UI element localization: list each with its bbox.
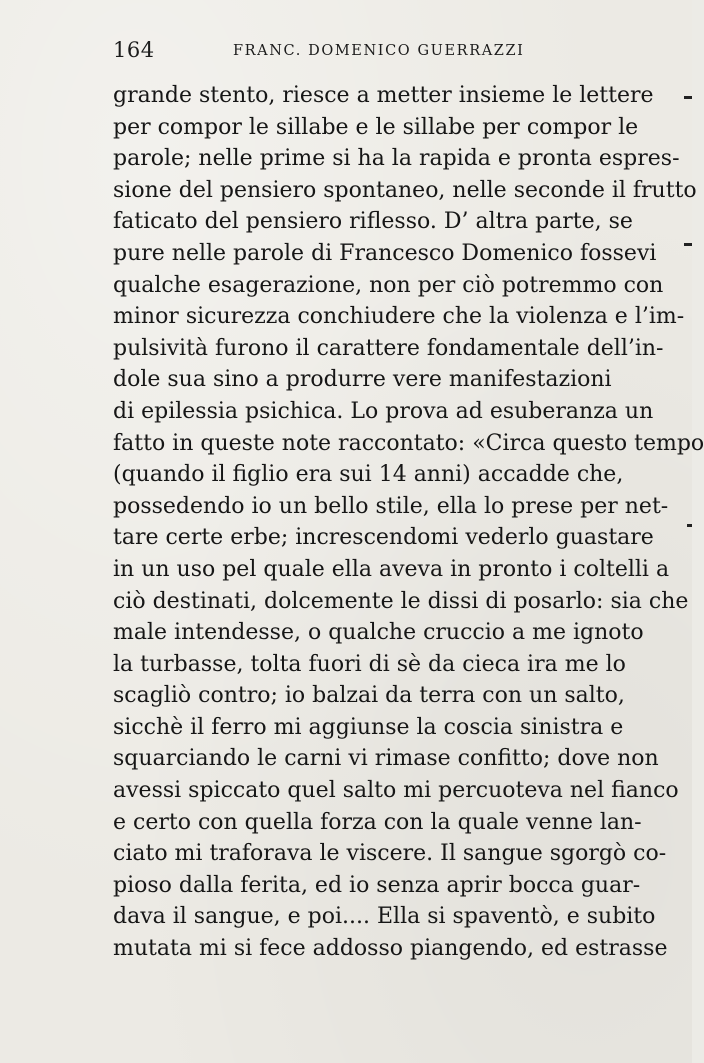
text-line: parole; nelle prime si ha la rapida e pronta espres- (113, 146, 680, 172)
margin-mark (687, 524, 692, 527)
text-line: la turbasse, tolta fuori di sè da cieca ira me lo (113, 651, 626, 677)
text-line: faticato del pensiero riflesso. D’ altra parte, se (113, 209, 633, 235)
text-line: sicchè il ferro mi aggiunse la coscia sinistra e (113, 714, 624, 740)
text-line: fatto in queste note raccontato: «Circa questo tempo (113, 430, 704, 456)
text-line: dole sua sino a produrre vere manifestazioni (113, 367, 612, 393)
text-line: dava il sangue, e poi.... Ella si spaventò, e subito (113, 904, 656, 930)
text-line: (quando il figlio era sui 14 anni) accadde che, (113, 462, 624, 488)
text-line: di epilessia psichica. Lo prova ad esuberanza un (113, 398, 654, 424)
page-number: 164 (113, 38, 155, 62)
text-line: mutata mi si fece addosso piangendo, ed estrasse (113, 936, 668, 962)
text-line: scagliò contro; io balzai da terra con un salto, (113, 683, 625, 709)
text-line: possedendo io un bello stile, ella lo prese per net- (113, 493, 669, 519)
text-line: in un uso pel quale ella aveva in pronto i coltelli a (113, 556, 670, 582)
text-line: qualche esagerazione, non per ciò potremmo con (113, 272, 664, 298)
margin-mark (684, 243, 692, 246)
text-line: male intendesse, o qualche cruccio a me ignoto (113, 620, 644, 646)
text-line: tare certe erbe; increscendomi vederlo guastare (113, 525, 654, 551)
text-line: ciato mi traforava le viscere. Il sangue sgorgò co- (113, 841, 667, 867)
text-line: pulsività furono il carattere fondamentale dell’in- (113, 335, 664, 361)
margin-mark (684, 96, 692, 99)
text-line: grande stento, riesce a metter insieme le lettere (113, 83, 654, 108)
text-line: e certo con quella forza con la quale venne lan- (113, 809, 642, 835)
text-line: avessi spiccato quel salto mi percuoteva nel fianco (113, 778, 679, 804)
text-line: squarciando le carni vi rimase confitto; dove non (113, 746, 659, 772)
text-line: minor sicurezza conchiudere che la violenza e l’im- (113, 304, 685, 330)
text-line: pure nelle parole di Francesco Domenico fossevi (113, 240, 657, 266)
body-text (113, 80, 704, 965)
running-head (113, 38, 603, 68)
running-title: FRANC. DOMENICO GUERRAZZI (233, 43, 525, 59)
text-line: pioso dalla ferita, ed io senza aprir bocca guar- (113, 872, 641, 898)
text-line: ciò destinati, dolcemente le dissi di posarlo: sia che (113, 588, 689, 614)
text-line: sione del pensiero spontaneo, nelle seconde il frutto (113, 177, 697, 203)
text-line: per compor le sillabe e le sillabe per compor le (113, 114, 639, 140)
